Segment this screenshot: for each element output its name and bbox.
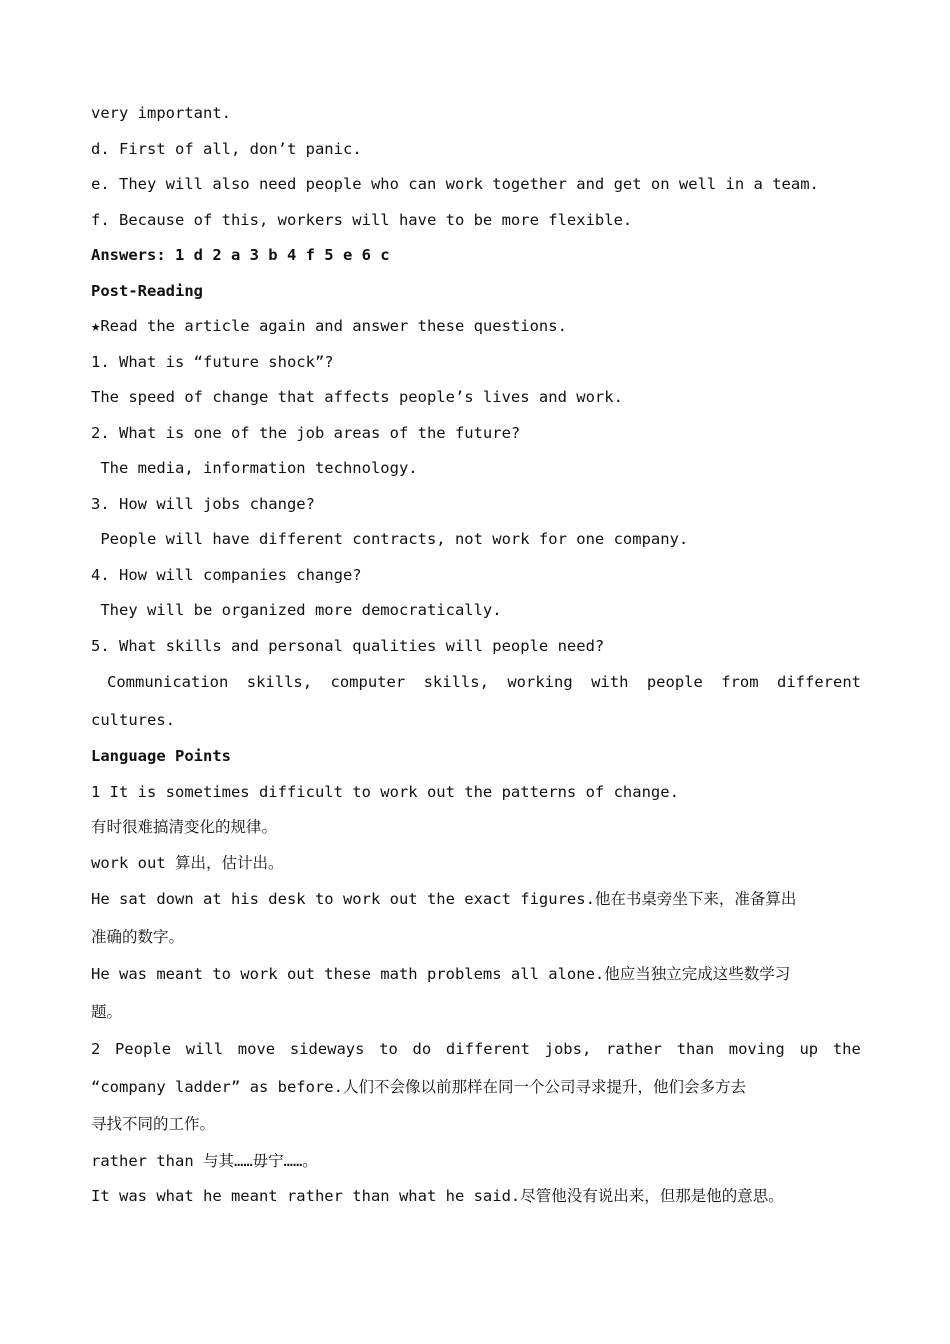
answer-1: The speed of change that affects people’s lives and work. xyxy=(91,388,623,406)
answer-3: People will have different contracts, not work for one company. xyxy=(91,530,689,548)
text-line: very important. xyxy=(91,104,231,122)
answer-5-line-1: Communication skills, computer skills, working with people from different xyxy=(107,673,861,691)
language-point-1-translation: 有时很难搞清变化的规律。 xyxy=(91,818,278,836)
question-5: 5. What skills and personal qualities will people need? xyxy=(91,636,605,655)
answer-5-line-2: cultures. xyxy=(91,710,175,729)
document-page xyxy=(91,96,861,1215)
language-point-2-line-3: 寻找不同的工作。 xyxy=(91,1115,216,1133)
question-2: 2. What is one of the job areas of the future? xyxy=(91,423,521,442)
language-point-2-example-1: It was what he meant rather than what he said.尽管他没有说出来，但那是他的意思。 xyxy=(91,1187,784,1205)
language-point-2-phrase: rather than 与其……毋宁……。 xyxy=(91,1151,318,1170)
answer-4: They will be organized more democratically. xyxy=(91,601,502,619)
language-point-1-example-1: He sat down at his desk to work out the exact figures.他在书桌旁坐下来，准备算出 准确的数字。 xyxy=(91,890,797,946)
question-1: 1. What is “future shock”? xyxy=(91,352,334,371)
language-point-2 xyxy=(91,1031,861,1144)
answer-5 xyxy=(91,664,861,739)
question-3: 3. How will jobs change? xyxy=(91,494,315,513)
question-4: 4. How will companies change? xyxy=(91,565,362,584)
answer-2: The media, information technology. xyxy=(91,459,418,477)
section-heading-post-reading: Post-Reading xyxy=(91,281,203,300)
language-point-2-line-1: 2 People will move sideways to do different jobs, rather than moving up the xyxy=(91,1040,861,1058)
answers-line: Answers: 1 d 2 a 3 b 4 f 5 e 6 c xyxy=(91,246,390,264)
option-e: e. They will also need people who can work together and get on well in a team. xyxy=(91,175,819,193)
option-f: f. Because of this, workers will have to be more flexible. xyxy=(91,210,633,229)
language-point-1-phrase: work out 算出，估计出。 xyxy=(91,853,284,872)
section-heading-language-points: Language Points xyxy=(91,747,231,765)
instruction-line: ★Read the article again and answer these questions. xyxy=(91,317,567,335)
language-point-2-line-2: “company ladder” as before.人们不会像以前那样在同一个公司寻求提升，他们会多方去 xyxy=(91,1077,746,1096)
language-point-1: 1 It is sometimes difficult to work out the patterns of change. xyxy=(91,782,679,801)
language-point-1-example-2: He was meant to work out these math problems all alone.他应当独立完成这些数学习 题。 xyxy=(91,965,791,1021)
option-d: d. First of all, don’t panic. xyxy=(91,139,362,158)
